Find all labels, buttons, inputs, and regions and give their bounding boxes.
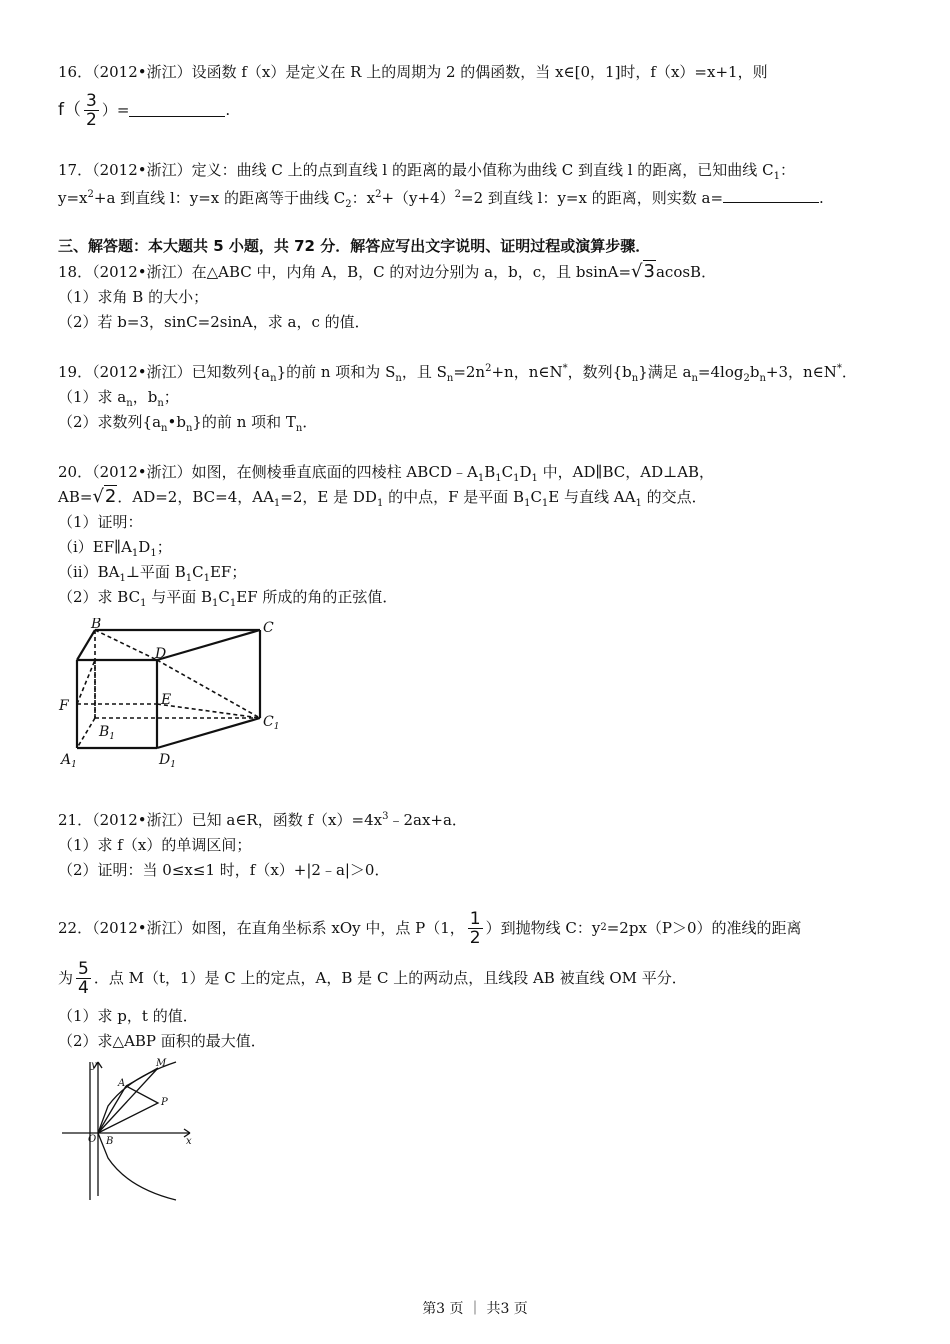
label-C: C: [263, 620, 274, 636]
sqrt-3: √3: [631, 261, 655, 282]
q22-part2: （2）求△ABP 面积的最大值．: [58, 1032, 266, 1050]
fig-label-O: O: [88, 1134, 97, 1145]
fig-label-M: M: [156, 1058, 167, 1069]
q18-part2: （2）若 b=3，sinC=2sinA，求 a，c 的值．: [58, 313, 370, 331]
fig-label-A: A: [118, 1078, 126, 1089]
q19-part2: （2）求数列$\{a_n•b_n\}$的前 n 项和 $T_n$．: [58, 413, 318, 434]
q21-stem: 21．（2012•浙江）已知 a∈R，函数 $f(x)=4x^3﹣2ax+a$．: [58, 811, 467, 829]
q22-line1: 22．（2012•浙江）如图，在直角坐标系 xOy 中，点 P（1， $\frac{1}{2}$ ）到抛物线 C：y 2 =2px（P＞0）的准线的距离: [58, 908, 802, 948]
q16-blank: [129, 104, 225, 117]
fig-label-P: P: [161, 1097, 168, 1108]
label-E: E: [161, 692, 172, 708]
q20-line1: 20．（2012•浙江）如图，在侧棱垂直底面的四棱柱 $ABCD﹣A_1B_1C_1D_1$ 中，AD∥BC，AD⊥AB，: [58, 463, 715, 484]
q20-part2: （2）求 $BC_1$ 与平面 $B_1C_1EF$ 所成的角的正弦值．: [58, 588, 398, 609]
line-OM: [98, 1068, 158, 1133]
fig-label-y: y: [91, 1060, 97, 1071]
q20-part1: （1）证明：: [58, 513, 143, 531]
q17-blank: [723, 190, 819, 203]
label-C1: $C_1$: [263, 714, 280, 732]
q22-part1: （1）求 p，t 的值．: [58, 1007, 198, 1025]
sqrt-2: √2: [92, 486, 117, 507]
q19-part1: （1）求 $a_n$，$b_n$；: [58, 388, 179, 409]
page-footer: 第3 页 ｜ 共3 页: [422, 1301, 528, 1317]
q20-part1-ii: $(ii)BA_1\perp$平面 $B_1C_1EF$；: [58, 563, 247, 584]
parabola-figure: [58, 1058, 198, 1203]
q19-stem: 19．（2012•浙江）已知数列$\{a_n\}$的前 n 项和为 $S_n$，且 $S_n=2n^2+n$，n∈N*，数列$\{b_n\}$满足 $a_n=4\log_2b_n+3$，n∈N*．: [58, 363, 857, 384]
q16-stem: 16．（2012•浙江）设函数 f（x）是定义在 R 上的周期为 2 的偶函数，当 x∈[0，1]时，f（x）=x+1，则: [58, 63, 768, 81]
label-B1: $B_1$: [99, 724, 116, 742]
q21-part1: （1）求 f（x）的单调区间；: [58, 836, 252, 854]
label-F: F: [59, 698, 69, 714]
q17-line2: $y=x^2+a$ 到直线 l：y=x 的距离等于曲线 $C_2$：$x^2+(y+4)^2=2$ 到直线 l：y=x 的距离，则实数 a= .: [58, 189, 824, 210]
prism-figure: [55, 618, 295, 768]
label-A1: $A_1$: [61, 752, 77, 768]
label-D: D: [155, 646, 167, 662]
fig-label-x: x: [186, 1136, 192, 1147]
q22-fraction-1-2: $\frac{1}{2}$: [469, 908, 481, 948]
q21-part2: （2）证明：当 0≤x≤1 时，f（x）+|2﹣a|＞0．: [58, 861, 390, 879]
q18-part1: （1）求角 B 的大小；: [58, 288, 209, 306]
q22-fraction-5-4: $\frac{5}{4}$: [78, 958, 89, 998]
q20-line2: AB=√2．AD=2，BC=4，$AA_1=2$，E 是 $DD_1$ 的中点，F 是平面 $B_1C_1E$ 与直线 $AA_1$ 的交点．: [58, 486, 707, 509]
q20-part1-i: $(i)EF\parallel A_1D_1$；: [58, 538, 172, 559]
label-B: B: [91, 618, 102, 632]
q17-line1: 17．（2012•浙江）定义：曲线 C 上的点到直线 l 的距离的最小值称为曲线 C 到直线 l 的距离，已知曲线 $C_1$：: [58, 161, 795, 182]
label-D1: $D_1$: [159, 752, 176, 768]
q22-line2: 为 $\frac{5}{4}$ ．点 M（t，1）是 C 上的定点，A，B 是 C 上的两动点，且线段 AB 被直线 OM 平分．: [58, 958, 687, 998]
q16-answer-line: f（ $\frac{3}{2}$ ）= .: [58, 90, 231, 130]
q18-stem: 18．（2012•浙江）在△ABC 中，内角 A，B，C 的对边分别为 a，b，c，且 bsinA=√3acosB．: [58, 261, 717, 282]
parabola-curve: [98, 1062, 176, 1200]
section-heading: 三、解答题：本大题共 5 小题，共 72 分．解答应写出文字说明、证明过程或演算步骤．: [58, 237, 651, 255]
fig-label-B: B: [106, 1136, 114, 1147]
q16-fraction: $\frac{3}{2}$: [86, 90, 97, 130]
